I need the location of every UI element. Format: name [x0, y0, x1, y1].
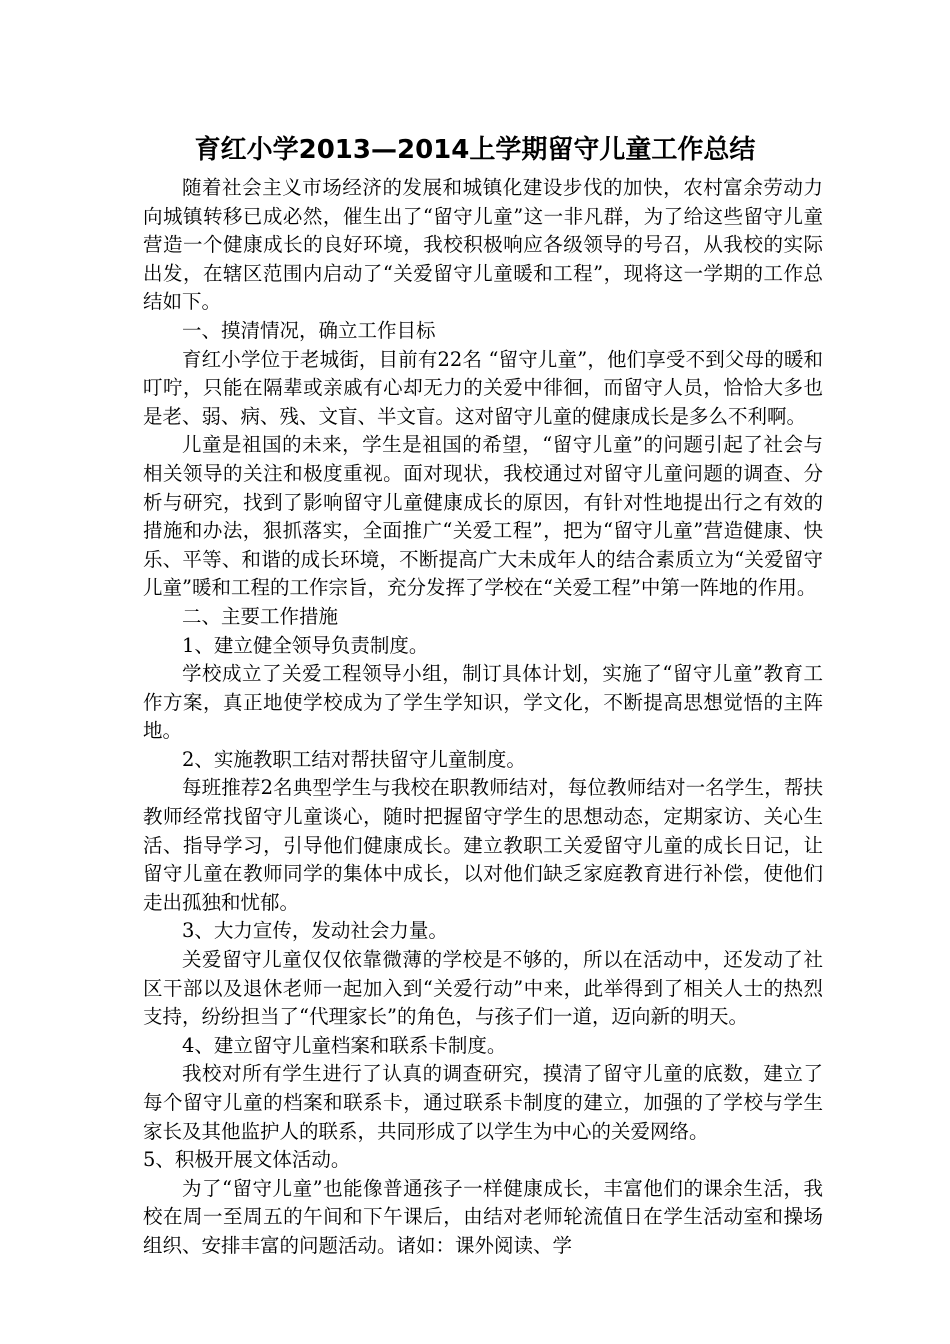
- document-body: [143, 174, 823, 1261]
- measure-heading-5: 5、积极开展文体活动。: [143, 1148, 351, 1172]
- paragraph: 学校成立了关爱工程领导小组，制订具体计划，实施了“留守儿童”教育工作方案，真正地使学校成为了学生学知识，学文化，不断提高思想觉悟的主阵地。: [143, 662, 823, 743]
- section-heading-2: 二、主要工作措施: [182, 604, 339, 628]
- section-heading-1: 一、摸清情况，确立工作目标: [182, 318, 436, 342]
- measure-heading-1: 1、建立健全领导负责制度。: [182, 633, 429, 657]
- paragraph: 育红小学位于老城街，目前有22名 “留守儿童”，他们享受不到父母的暖和叮咛，只能在隔辈或亲戚有心却无力的关爱中徘徊，而留守人员，恰恰大多也是老、弱、病、残、文盲、半文盲。这对留守儿童的健康成长是多么不利啊。: [143, 347, 823, 428]
- paragraph: 每班推荐2名典型学生与我校在职教师结对，每位教师结对一名学生，帮扶教师经常找留守儿童谈心，随时把握留守学生的思想动态，定期家访、关心生活、指导学习，引导他们健康成长。建立教职工关爱留守儿童的成长日记，让留守儿童在教师同学的集体中成长，以对他们缺乏家庭教育进行补偿，使他们走出孤独和忧郁。: [143, 776, 823, 914]
- measure-heading-3: 3、大力宣传，发动社会力量。: [182, 919, 448, 943]
- measure-heading-4: 4、建立留守儿童档案和联系卡制度。: [182, 1033, 507, 1057]
- document-title: 育红小学2013—2014上学期留守儿童工作总结: [194, 135, 756, 165]
- measure-heading-2: 2、实施教职工结对帮扶留守儿童制度。: [182, 747, 526, 771]
- paragraph-intro: 随着社会主义市场经济的发展和城镇化建设步伐的加快，农村富余劳动力向城镇转移已成必然，催生出了“留守儿童”这一非凡群，为了给这些留守儿童营造一个健康成长的良好环境，我校积极响应各级领导的号召，从我校的实际出发，在辖区范围内启动了“关爱留守儿童暖和工程”，现将这一学期的工作总结如下。: [143, 176, 823, 314]
- paragraph: 我校对所有学生进行了认真的调查研究，摸清了留守儿童的底数，建立了每个留守儿童的档案和联系卡，通过联系卡制度的建立，加强的了学校与学生家长及其他监护人的联系，共同形成了以学生为中心的关爱网络。: [143, 1062, 823, 1143]
- paragraph: 为了“留守儿童”也能像普通孩子一样健康成长，丰富他们的课余生活，我校在周一至周五的午间和下午课后，由结对老师轮流值日在学生活动室和操场组织、安排丰富的问题活动。诸如：课外阅读、学: [143, 1176, 823, 1257]
- paragraph: 关爱留守儿童仅仅依靠微薄的学校是不够的，所以在活动中，还发动了社区干部以及退休老师一起加入到“关爱行动”中来，此举得到了相关人士的热烈支持，纷纷担当了“代理家长”的角色，与孩子们一道，迈向新的明天。: [143, 948, 823, 1029]
- paragraph: 儿童是祖国的未来，学生是祖国的希望，“留守儿童”的问题引起了社会与相关领导的关注和极度重视。面对现状，我校通过对留守儿童问题的调查、分析与研究，找到了影响留守儿童健康成长的原因，有针对性地提出行之有效的措施和办法，狠抓落实，全面推广“关爱工程”，把为“留守儿童”营造健康、快乐、平等、和谐的成长环境，不断提高广大未成年人的结合素质立为“关爱留守儿童”暖和工程的工作宗旨，充分发挥了学校在“关爱工程”中第一阵地的作用。: [143, 433, 823, 600]
